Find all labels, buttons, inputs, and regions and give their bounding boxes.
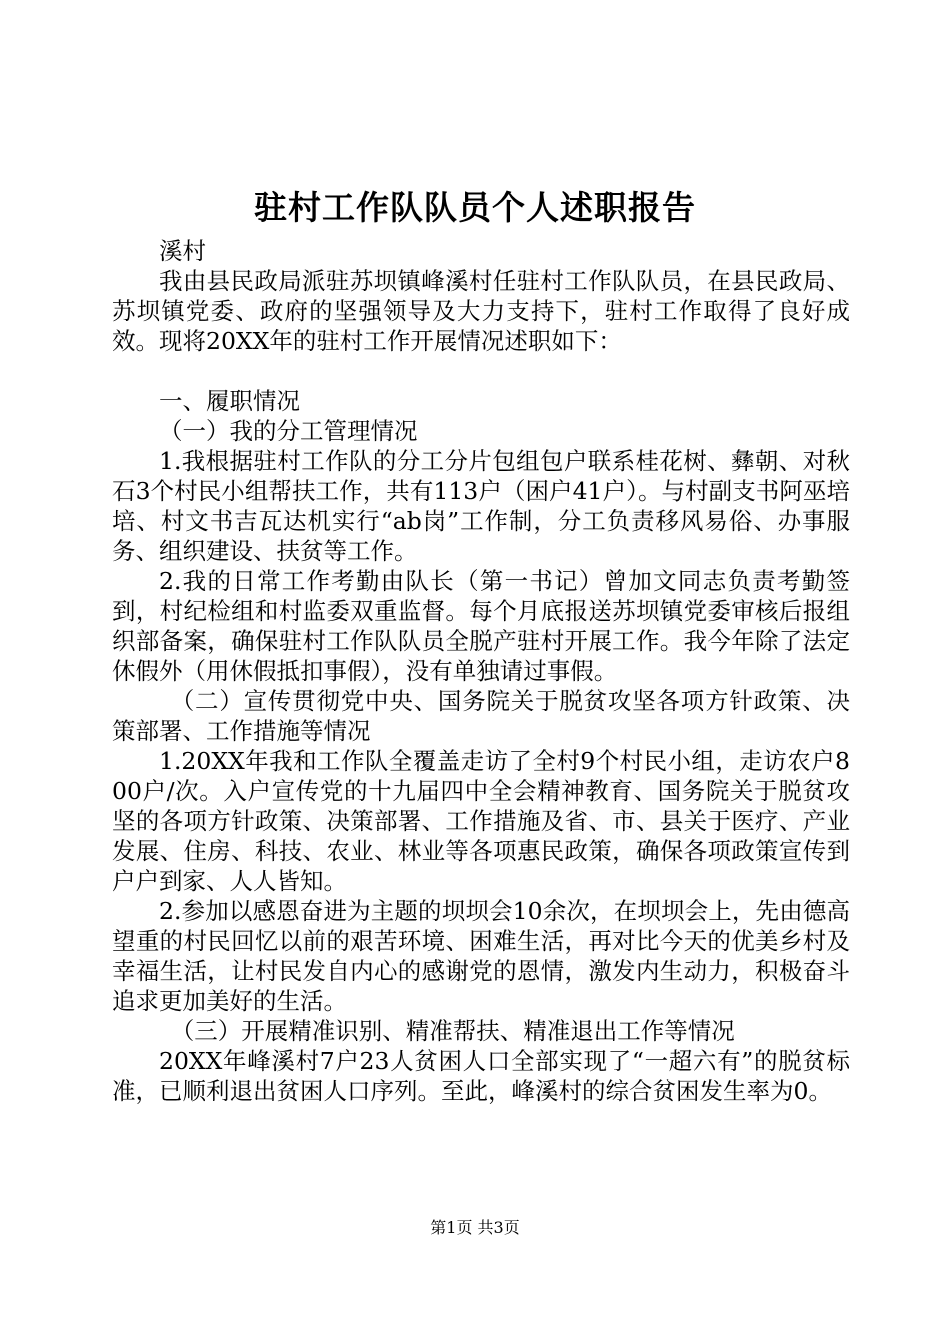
heading-duty-performance: 一、履职情况	[159, 387, 300, 415]
page-indicator: 第1页 共3页	[430, 1218, 520, 1237]
subheading-division-management: （一）我的分工管理情况	[159, 417, 418, 445]
subheading-precision-work: （三）开展精准识别、精准帮扶、精准退出工作等情况	[170, 1017, 735, 1045]
paragraph-publicity-2: 2.参加以感恩奋进为主题的坝坝会10余次，在坝坝会上，先由德高望重的村民回忆以前的艰苦环境、困难生活，再对比今天的优美乡村及幸福生活，让村民发自内心的感谢党的恩情，激发内生动力，积极奋斗追求更加美好的生活。	[112, 897, 850, 1015]
paragraph-publicity-1: 1.20XX年我和工作队全覆盖走访了全村9个村民小组，走访农户800户/次。入户宣传党的十九届四中全会精神教育、国务院关于脱贫攻坚的各项方针政策、决策部署、工作措施及省、市、县关于医疗、产业发展、住房、科技、农业、林业等各项惠民政策，确保各项政策宣传到户户到家、人人皆知。	[112, 747, 850, 895]
paragraph-intro: 我由县民政局派驻苏坝镇峰溪村任驻村工作队队员，在县民政局、苏坝镇党委、政府的坚强领导及大力支持下，驻村工作取得了良好成效。现将20XX年的驻村工作开展情况述职如下：	[112, 267, 850, 355]
paragraph-precision-1: 20XX年峰溪村7户23人贫困人口全部实现了“一超六有”的脱贫标准，已顺利退出贫困人口序列。至此，峰溪村的综合贫困发生率为0。	[112, 1047, 850, 1105]
paragraph-gap	[112, 356, 850, 386]
document-body	[112, 236, 850, 1106]
paragraph-village: 溪村	[159, 237, 206, 265]
paragraph-division-1: 1.我根据驻村工作队的分工分片包组包户联系桂花树、彝朝、对秋石3个村民小组帮扶工作，共有113户（困户41户）。与村副支书阿巫培培、村文书吉瓦达机实行“ab岗”工作制，分工负责移风易俗、办事服务、组织建设、扶贫等工作。	[112, 447, 850, 565]
document-title: 驻村工作队队员个人述职报告	[254, 188, 696, 227]
subheading-policy-publicity: （二）宣传贯彻党中央、国务院关于脱贫攻坚各项方针政策、决策部署、工作措施等情况	[112, 687, 850, 745]
paragraph-division-2: 2.我的日常工作考勤由队长（第一书记）曾加文同志负责考勤签到，村纪检组和村监委双重监督。每个月底报送苏坝镇党委审核后报组织部备案，确保驻村工作队队员全脱产驻村开展工作。我今年除了法定休假外（用休假抵扣事假），没有单独请过事假。	[112, 567, 850, 685]
